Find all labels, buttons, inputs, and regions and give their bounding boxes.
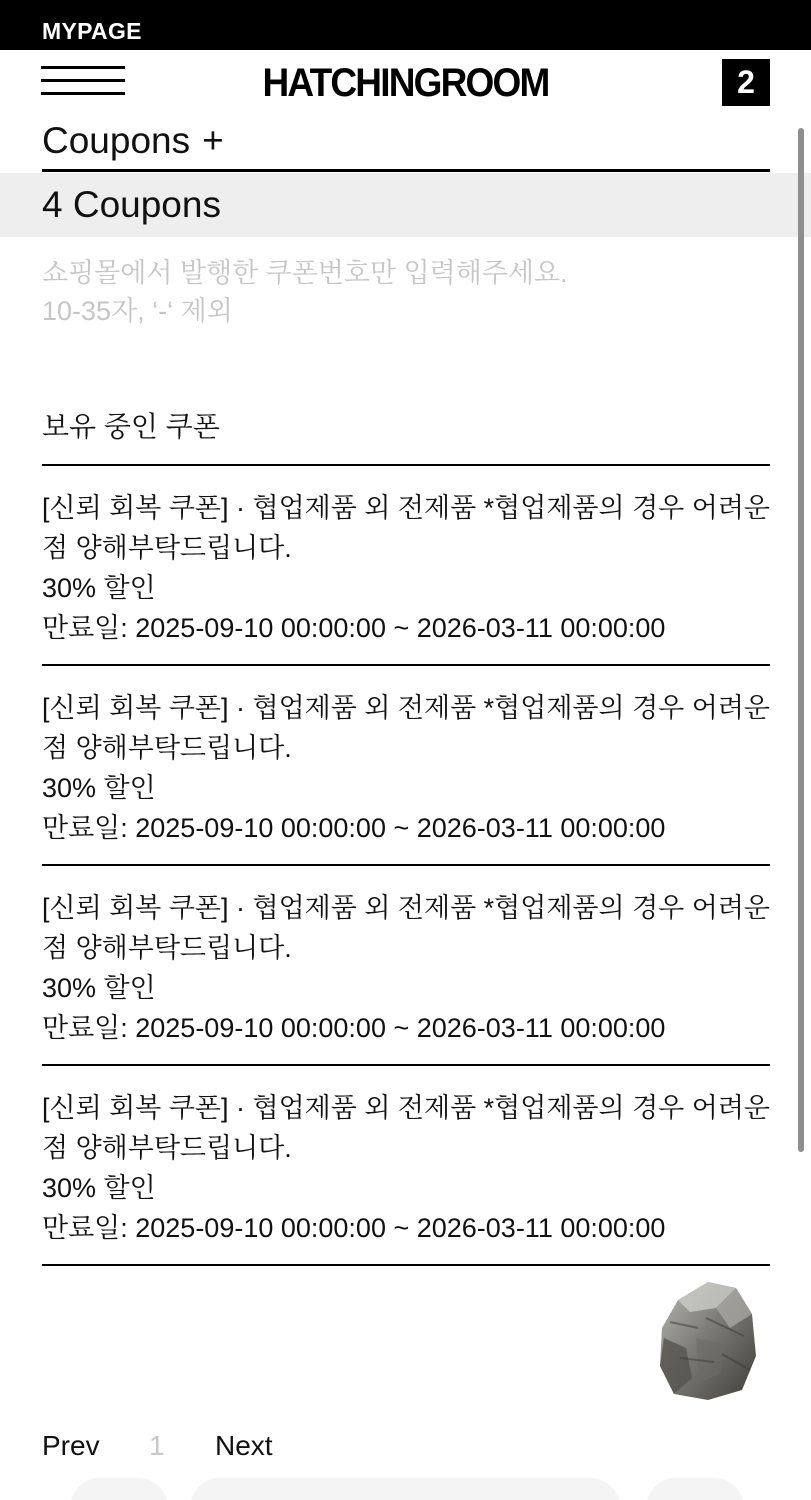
coupon-count: 4 Coupons bbox=[42, 184, 221, 225]
mypage-label: MYPAGE bbox=[42, 18, 142, 44]
scrollbar[interactable] bbox=[798, 128, 804, 1152]
header bbox=[0, 50, 811, 120]
coupon-discount: 30% 할인 bbox=[42, 573, 156, 603]
coupon-item bbox=[42, 864, 770, 1064]
brand-logo[interactable]: HATCHINGROOM bbox=[262, 60, 549, 105]
coupon-code-input[interactable] bbox=[42, 254, 770, 334]
top-bar bbox=[0, 0, 811, 50]
rock-icon[interactable] bbox=[656, 1278, 760, 1402]
page-title bbox=[42, 118, 224, 164]
next-page-link[interactable]: Next bbox=[215, 1430, 273, 1461]
coupon-discount: 30% 할인 bbox=[42, 773, 156, 803]
coupon-item bbox=[42, 664, 770, 864]
coupon-name: [신뢰 회복 쿠폰] · 협업제품 외 전제품 *협업제품의 경우 어려운 점 양해부탁드립니다. bbox=[42, 1093, 770, 1163]
coupon-item bbox=[42, 464, 770, 664]
add-coupon-icon[interactable]: + bbox=[202, 120, 224, 161]
coupon-expiry: 만료일: 2025-09-10 00:00:00 ~ 2026-03-11 00:00:00 bbox=[42, 813, 666, 843]
coupon-item bbox=[42, 1064, 770, 1264]
page-number-1[interactable]: 1 bbox=[149, 1430, 165, 1461]
coupon-name: [신뢰 회복 쿠폰] · 협업제품 외 전제품 *협업제품의 경우 어려운 점 양해부탁드립니다. bbox=[42, 693, 770, 763]
cart-count-badge[interactable]: 2 bbox=[722, 59, 770, 106]
coupon-expiry: 만료일: 2025-09-10 00:00:00 ~ 2026-03-11 00:00:00 bbox=[42, 1013, 666, 1043]
list-end-divider bbox=[42, 1264, 770, 1266]
coupon-expiry: 만료일: 2025-09-10 00:00:00 ~ 2026-03-11 00:00:00 bbox=[42, 1213, 666, 1243]
coupon-name: [신뢰 회복 쿠폰] · 협업제품 외 전제품 *협업제품의 경우 어려운 점 양해부탁드립니다. bbox=[42, 893, 770, 963]
prev-page-link[interactable]: Prev bbox=[42, 1430, 100, 1461]
title-divider bbox=[42, 169, 770, 172]
coupon-count-bar bbox=[0, 173, 811, 237]
held-coupons-heading: 보유 중인 쿠폰 bbox=[42, 411, 220, 442]
bottom-nav-center-button[interactable] bbox=[190, 1478, 620, 1500]
bottom-nav-right-button[interactable] bbox=[646, 1478, 744, 1500]
coupon-name: [신뢰 회복 쿠폰] · 협업제품 외 전제품 *협업제품의 경우 어려운 점 양해부탁드립니다. bbox=[42, 493, 770, 563]
page-title-text: Coupons bbox=[42, 120, 191, 161]
coupon-discount: 30% 할인 bbox=[42, 973, 156, 1003]
coupon-expiry: 만료일: 2025-09-10 00:00:00 ~ 2026-03-11 00:00:00 bbox=[42, 613, 666, 643]
coupon-list bbox=[42, 464, 770, 1266]
bottom-nav-left-button[interactable] bbox=[70, 1478, 168, 1500]
coupon-discount: 30% 할인 bbox=[42, 1173, 156, 1203]
